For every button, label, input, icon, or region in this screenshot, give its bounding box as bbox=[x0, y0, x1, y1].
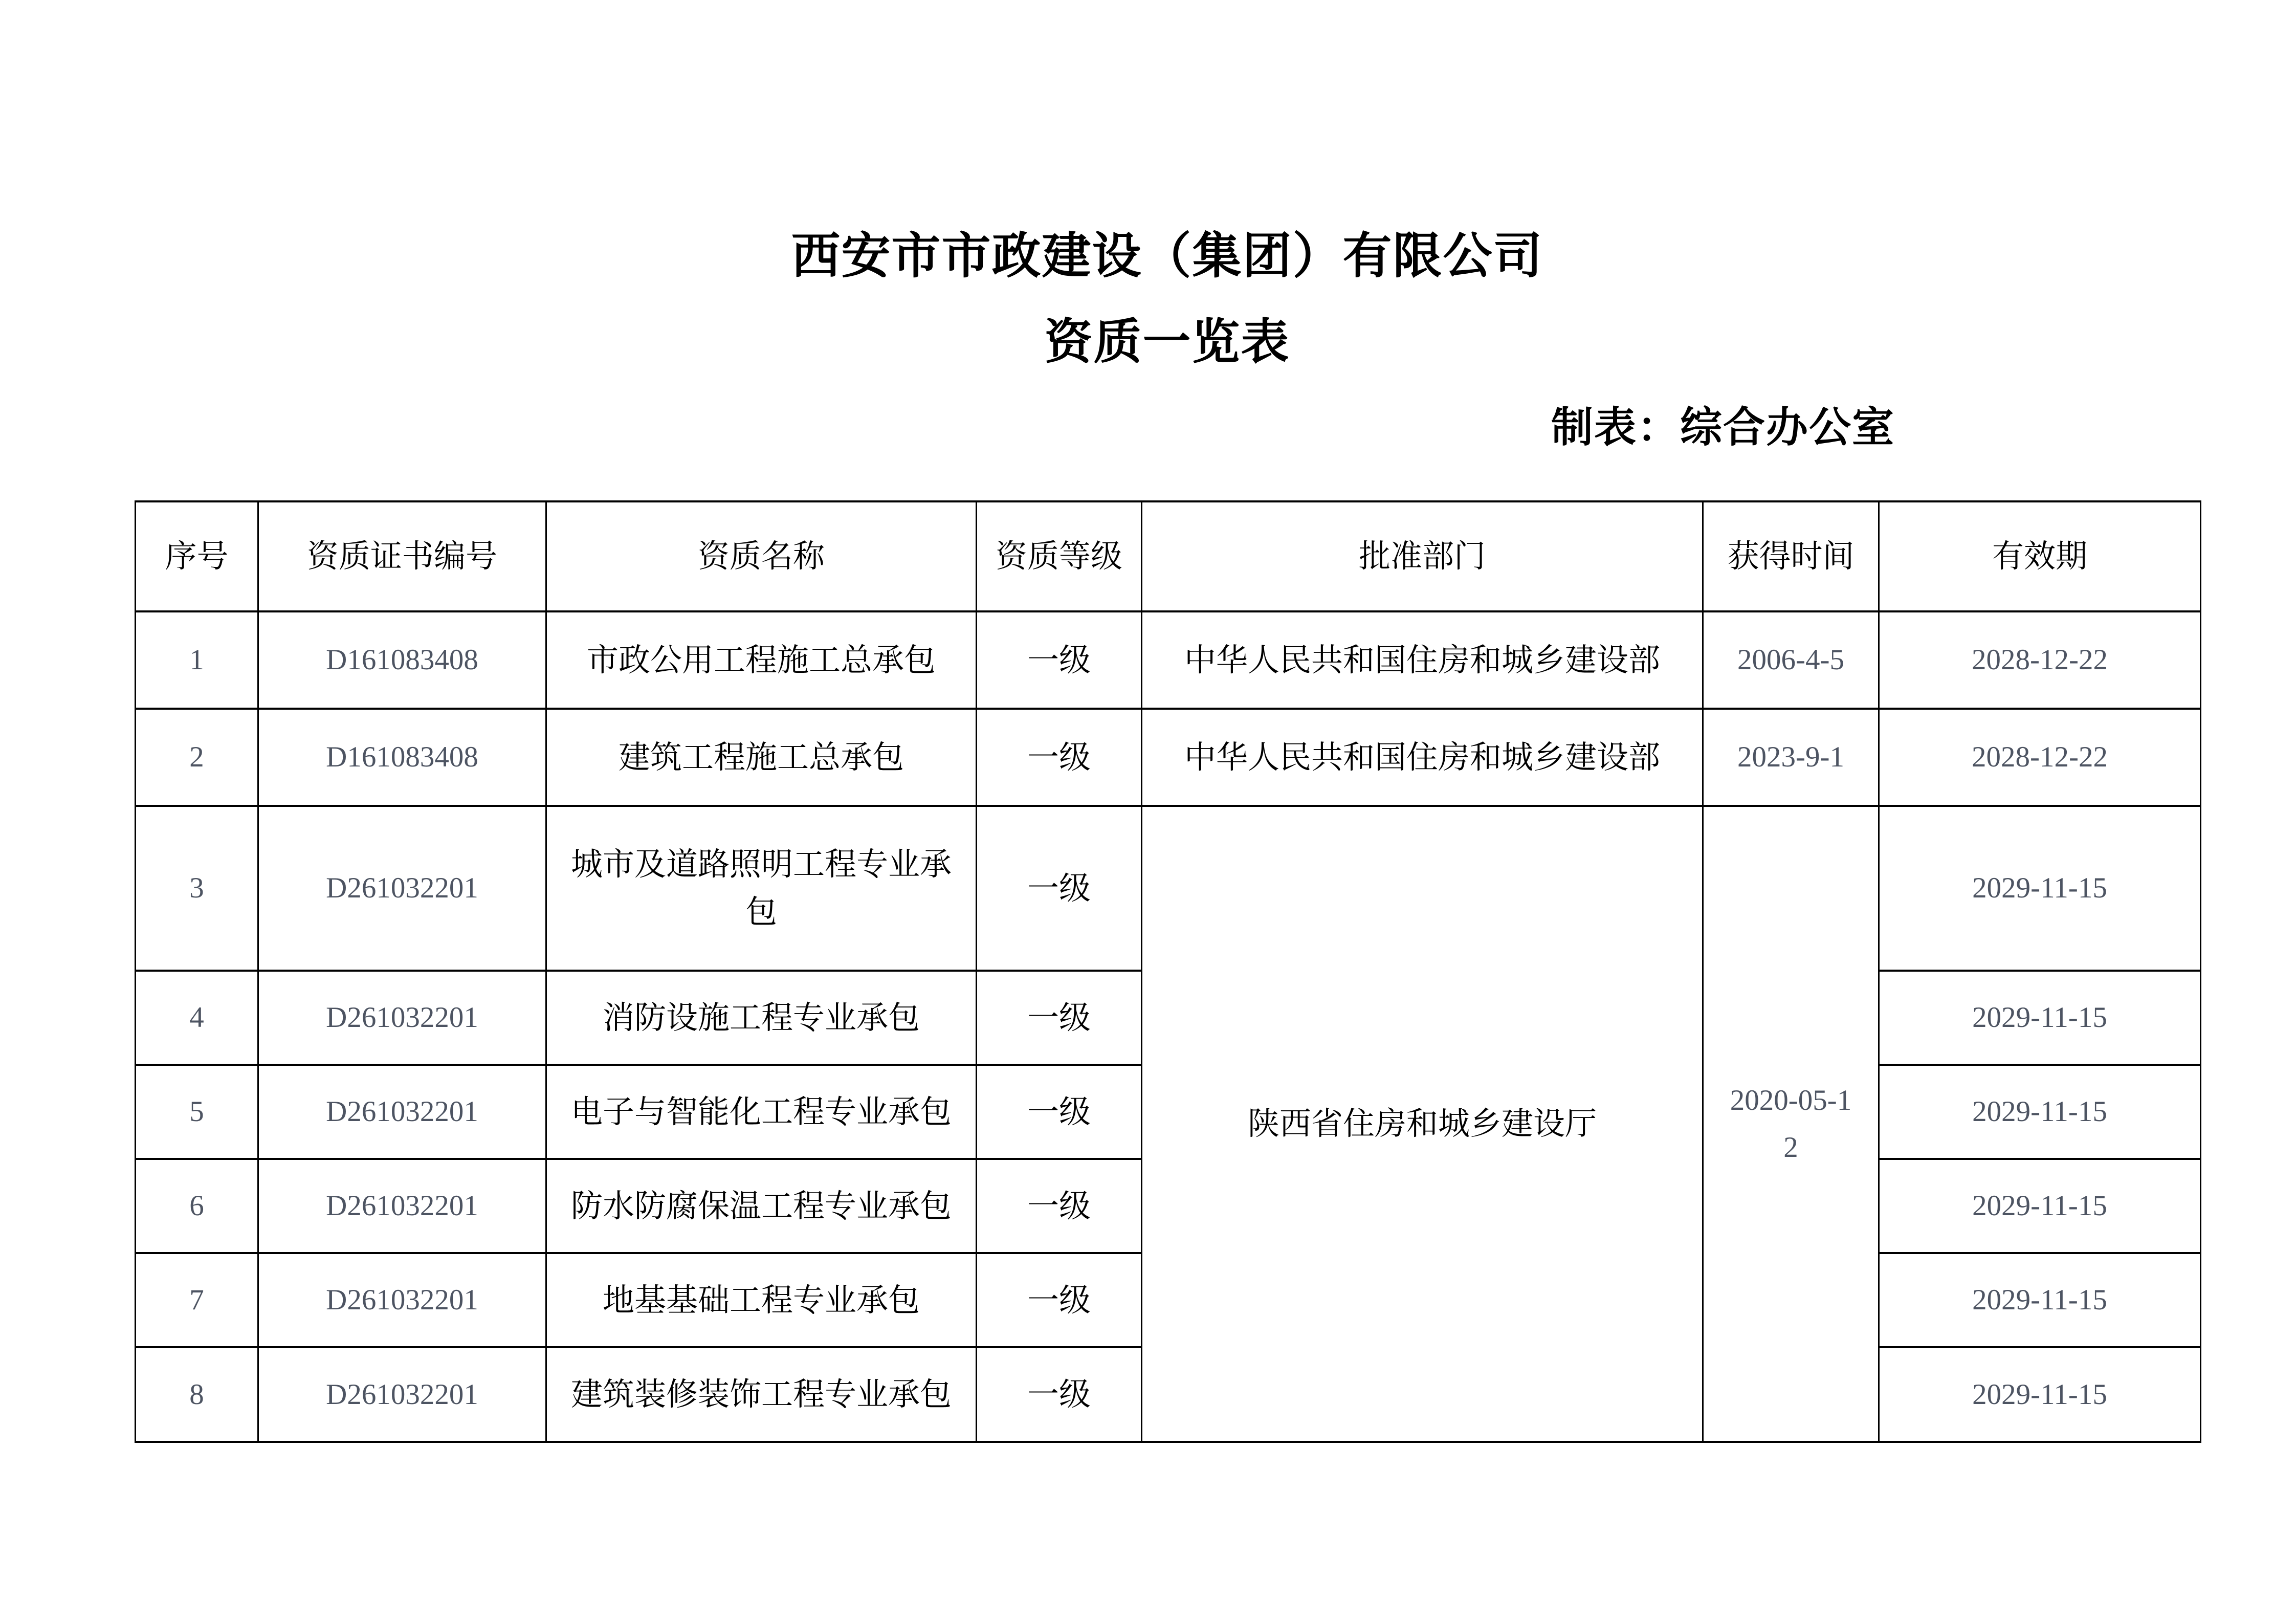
cell-serial-no: 7 bbox=[136, 1253, 258, 1347]
cell-serial-no: 5 bbox=[136, 1065, 258, 1159]
cell-valid-date: 2029-11-15 bbox=[1879, 1159, 2201, 1253]
cell-cert-no: D261032201 bbox=[258, 971, 546, 1065]
cell-qual-name: 电子与智能化工程专业承包 bbox=[546, 1065, 977, 1159]
cell-qual-name: 城市及道路照明工程专业承包 bbox=[546, 806, 977, 971]
table-header-row bbox=[136, 501, 2201, 611]
cell-serial-no: 2 bbox=[136, 709, 258, 806]
cell-grade: 一级 bbox=[977, 806, 1142, 971]
cell-valid-date: 2029-11-15 bbox=[1879, 806, 2201, 971]
cell-authority: 中华人民共和国住房和城乡建设部 bbox=[1142, 709, 1703, 806]
cell-valid-date: 2029-11-15 bbox=[1879, 971, 2201, 1065]
cell-cert-no: D261032201 bbox=[258, 1347, 546, 1442]
cell-valid-date: 2029-11-15 bbox=[1879, 1065, 2201, 1159]
header-cert-no: 资质证书编号 bbox=[258, 501, 546, 611]
document-title: 西安市市政建设（集团）有限公司 bbox=[791, 229, 1543, 283]
document-subtitle: 资质一览表 bbox=[1044, 316, 1290, 369]
cell-grade: 一级 bbox=[977, 1065, 1142, 1159]
cell-qual-name: 防水防腐保温工程专业承包 bbox=[546, 1159, 977, 1253]
header-valid: 有效期 bbox=[1879, 501, 2201, 611]
qualification-table bbox=[135, 500, 2201, 1443]
cell-qual-name: 地基基础工程专业承包 bbox=[546, 1253, 977, 1347]
cell-valid-date: 2028-12-22 bbox=[1879, 709, 2201, 806]
cell-grade: 一级 bbox=[977, 1253, 1142, 1347]
cell-cert-no: D261032201 bbox=[258, 1159, 546, 1253]
table-row bbox=[136, 611, 2201, 709]
cell-valid-date: 2029-11-15 bbox=[1879, 1347, 2201, 1442]
cell-obtained-date: 2023-9-1 bbox=[1703, 709, 1879, 806]
cell-obtained-merged: 2020-05-12 bbox=[1703, 806, 1879, 1442]
cell-cert-no: D161083408 bbox=[258, 611, 546, 709]
cell-serial-no: 8 bbox=[136, 1347, 258, 1442]
cell-cert-no: D161083408 bbox=[258, 709, 546, 806]
cell-authority: 中华人民共和国住房和城乡建设部 bbox=[1142, 611, 1703, 709]
cell-cert-no: D261032201 bbox=[258, 1065, 546, 1159]
cell-valid-date: 2028-12-22 bbox=[1879, 611, 2201, 709]
prepared-by-line: 制表：综合办公室 bbox=[1551, 404, 1895, 451]
cell-serial-no: 6 bbox=[136, 1159, 258, 1253]
table-row bbox=[136, 806, 2201, 971]
cell-authority-merged: 陕西省住房和城乡建设厅 bbox=[1142, 806, 1703, 1442]
header-authority: 批准部门 bbox=[1142, 501, 1703, 611]
header-grade: 资质等级 bbox=[977, 501, 1142, 611]
cell-cert-no: D261032201 bbox=[258, 1253, 546, 1347]
cell-valid-date: 2029-11-15 bbox=[1879, 1253, 2201, 1347]
cell-serial-no: 4 bbox=[136, 971, 258, 1065]
header-serial-no: 序号 bbox=[136, 501, 258, 611]
cell-qual-name: 建筑工程施工总承包 bbox=[546, 709, 977, 806]
table-row bbox=[136, 709, 2201, 806]
header-obtained: 获得时间 bbox=[1703, 501, 1879, 611]
cell-grade: 一级 bbox=[977, 971, 1142, 1065]
cell-obtained-date: 2006-4-5 bbox=[1703, 611, 1879, 709]
cell-cert-no: D261032201 bbox=[258, 806, 546, 971]
cell-qual-name: 消防设施工程专业承包 bbox=[546, 971, 977, 1065]
cell-grade: 一级 bbox=[977, 709, 1142, 806]
cell-qual-name: 市政公用工程施工总承包 bbox=[546, 611, 977, 709]
cell-grade: 一级 bbox=[977, 611, 1142, 709]
cell-grade: 一级 bbox=[977, 1347, 1142, 1442]
cell-grade: 一级 bbox=[977, 1159, 1142, 1253]
header-qual-name: 资质名称 bbox=[546, 501, 977, 611]
cell-qual-name: 建筑装修装饰工程专业承包 bbox=[546, 1347, 977, 1442]
cell-serial-no: 3 bbox=[136, 806, 258, 971]
cell-serial-no: 1 bbox=[136, 611, 258, 709]
